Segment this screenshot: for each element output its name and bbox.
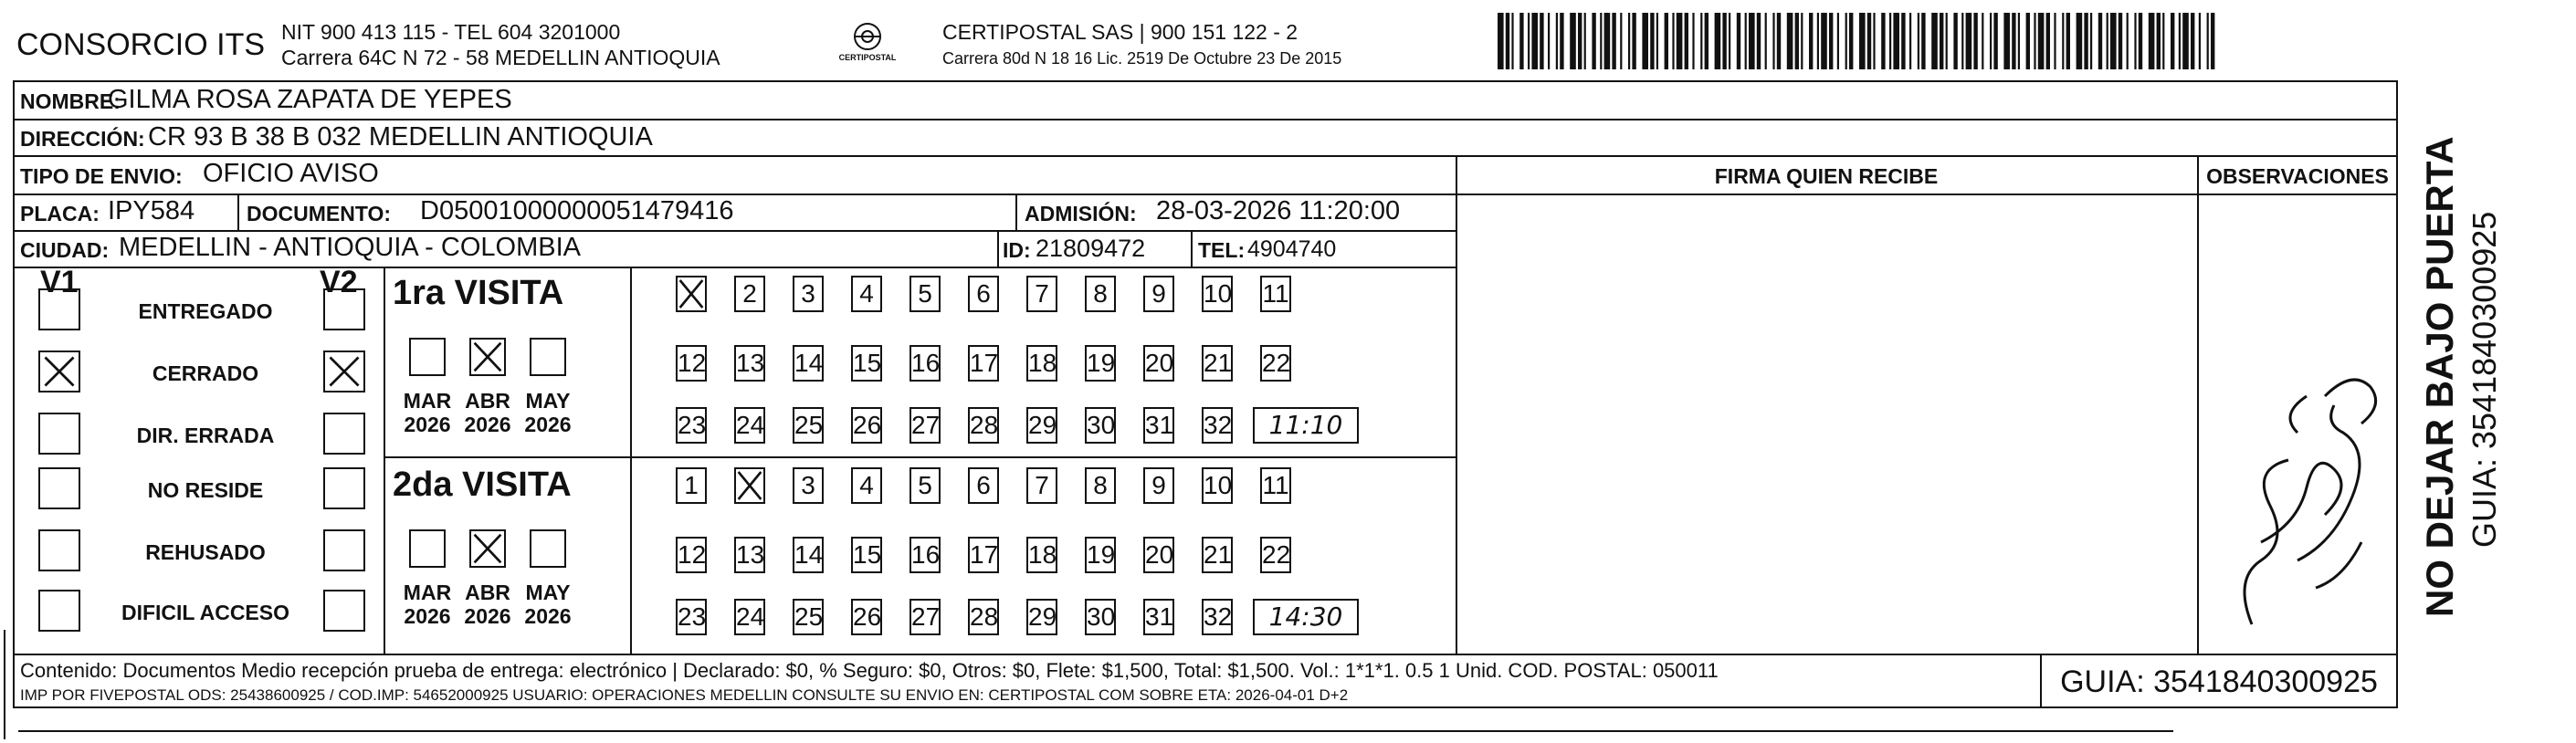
barcode-bar: [1961, 13, 1963, 69]
barcode-bar: [1612, 13, 1615, 69]
placa-value: IPY584: [108, 196, 195, 225]
barcode-bar: [1757, 13, 1761, 69]
day-box[interactable]: 8: [1085, 276, 1116, 312]
barcode-bar: [1578, 13, 1582, 69]
barcode-bar: [1531, 13, 1538, 69]
barcode-bar: [2107, 13, 2108, 69]
day-box[interactable]: 8: [1085, 467, 1116, 504]
ciudad-value: MEDELLIN - ANTIOQUIA - COLOMBIA: [119, 233, 581, 262]
barcode-bar: [1787, 13, 1793, 69]
barcode-bar: [1685, 13, 1688, 69]
v2-checkbox[interactable]: [323, 467, 365, 509]
barcode-bar: [1931, 13, 1938, 69]
barcode-bar: [1821, 13, 1827, 69]
day-box[interactable]: 21: [1202, 537, 1233, 573]
day-box[interactable]: 29: [1026, 599, 1057, 635]
barcode-bar: [1909, 13, 1911, 69]
barcode-bar: [1809, 13, 1813, 69]
day-box[interactable]: 14: [793, 345, 824, 382]
barcode-bar: [2207, 13, 2209, 69]
day-box[interactable]: 15: [851, 345, 882, 382]
barcode-bar: [1881, 13, 1885, 69]
barcode-bar: [1722, 13, 1726, 69]
month-checkbox[interactable]: [530, 338, 566, 376]
barcode-bar: [1584, 13, 1586, 69]
day-box[interactable]: 7: [1026, 276, 1057, 312]
documento-value: D05001000000051479416: [420, 196, 734, 225]
status-label: DIR. ERRADA: [136, 424, 275, 447]
day-box[interactable]: 23: [676, 599, 707, 635]
month-checkbox[interactable]: [409, 529, 446, 568]
side-guia: GUIA: 3541840300925: [2466, 211, 2503, 548]
barcode-bar: [2003, 13, 2010, 69]
barcode-bar: [1665, 13, 1668, 69]
barcode-bar: [2134, 13, 2136, 69]
day-box[interactable]: 5: [909, 276, 941, 312]
admision-label: ADMISIÓN:: [1025, 202, 1137, 225]
barcode-bar: [1940, 13, 1943, 69]
barcode-bar: [2026, 13, 2030, 69]
day-box[interactable]: 6: [968, 467, 999, 504]
barcode-bar: [2199, 13, 2201, 69]
day-box[interactable]: 16: [909, 537, 941, 573]
barcode-bar: [1620, 13, 1622, 69]
month-label: [400, 581, 455, 628]
logo-text: CERTIPOSTAL: [838, 53, 897, 62]
nombre-value: GILMA ROSA ZAPATA DE YEPES: [108, 85, 512, 114]
v2-label: V2: [320, 265, 358, 299]
barcode-bar: [2038, 13, 2045, 69]
visit-time: 11:10: [1253, 407, 1359, 444]
month-year: 2026: [404, 413, 451, 436]
documento-label: DOCUMENTO:: [247, 202, 392, 225]
firma-header: FIRMA QUIEN RECIBE: [1714, 164, 1939, 188]
day-box[interactable]: 3: [793, 276, 824, 312]
barcode-bar: [2046, 13, 2050, 69]
v1-label: V1: [40, 265, 79, 299]
day-box[interactable]: 18: [1026, 537, 1057, 573]
month-year: 2026: [464, 413, 511, 436]
day-box[interactable]: 9: [1143, 276, 1174, 312]
barcode-bar: [2077, 13, 2083, 69]
barcode-bar: [1592, 13, 1595, 69]
placa-label: PLACA:: [20, 202, 100, 225]
v2-checkbox[interactable]: [323, 351, 365, 392]
barcode-bar: [1918, 13, 1919, 69]
day-box[interactable]: 11: [1260, 276, 1291, 312]
barcode-bar: [2098, 13, 2102, 69]
company-line-1: NIT 900 413 115 - TEL 604 3201000: [281, 20, 621, 44]
courier-line-2: Carrera 80d N 18 16 Lic. 2519 De Octubre 23 De 2015: [942, 49, 1342, 68]
month-year: 2026: [524, 604, 572, 628]
barcode-bar: [1715, 13, 1721, 69]
barcode-bar: [1650, 13, 1654, 69]
day-box[interactable]: 27: [909, 599, 941, 635]
barcode-bar: [1672, 13, 1674, 69]
v2-checkbox[interactable]: [323, 288, 365, 330]
day-box[interactable]: 10: [1202, 467, 1233, 504]
barcode-bar: [1560, 13, 1563, 69]
barcode-bar: [1990, 13, 1992, 69]
barcode-bar: [2179, 13, 2181, 69]
visit-title: 1ra VISITA: [393, 274, 564, 312]
day-box[interactable]: 7: [1026, 467, 1057, 504]
side-no-dejar: NO DEJAR BAJO PUERTA: [2418, 136, 2461, 617]
barcode-bar: [2162, 13, 2164, 69]
v2-checkbox[interactable]: [323, 590, 365, 632]
month-label: [520, 389, 575, 436]
day-box[interactable]: 12: [676, 537, 707, 573]
barcode-bar: [1705, 13, 1709, 69]
barcode-bar: [1548, 13, 1550, 69]
month-year: 2026: [464, 604, 511, 628]
day-box[interactable]: 31: [1143, 599, 1174, 635]
barcode-bar: [1889, 13, 1891, 69]
barcode-bar: [1966, 13, 1972, 69]
barcode-bar: [2139, 13, 2142, 69]
barcode-bar: [1873, 13, 1875, 69]
v1-checkbox[interactable]: [38, 590, 80, 632]
barcode-bar: [2110, 13, 2117, 69]
v1-checkbox[interactable]: [38, 529, 80, 571]
barcode-bar: [1604, 13, 1611, 69]
tel-label: TEL:: [1198, 238, 1246, 262]
barcode-bar: [2084, 13, 2087, 69]
barcode-bar: [1777, 13, 1781, 69]
tipo-envio-label: TIPO DE ENVIO:: [20, 164, 183, 188]
day-box[interactable]: 28: [968, 599, 999, 635]
day-box[interactable]: 23: [676, 407, 707, 444]
day-box[interactable]: 17: [968, 537, 999, 573]
barcode-bar: [1817, 13, 1819, 69]
barcode-bar: [1849, 13, 1853, 69]
barcode-bar: [2119, 13, 2122, 69]
barcode-bar: [1772, 13, 1774, 69]
month-label: [460, 581, 515, 628]
day-box[interactable]: 14: [793, 537, 824, 573]
barcode-bar: [2054, 13, 2056, 69]
status-label: REHUSADO: [145, 540, 266, 564]
barcode-bar: [1901, 13, 1905, 69]
day-box[interactable]: 31: [1143, 407, 1174, 444]
barcode-bar: [2211, 13, 2214, 69]
day-box[interactable]: 20: [1143, 537, 1174, 573]
barcode-bar: [1632, 13, 1635, 69]
day-box[interactable]: 15: [851, 537, 882, 573]
barcode-bar: [1556, 13, 1558, 69]
day-box[interactable]: 26: [851, 407, 882, 444]
day-box[interactable]: 30: [1085, 599, 1116, 635]
barcode-bar: [1570, 13, 1576, 69]
month-name: ABR: [465, 389, 510, 413]
barcode-bar: [1795, 13, 1799, 69]
ciudad-label: CIUDAD:: [20, 238, 110, 262]
month-checkbox[interactable]: [409, 338, 446, 376]
day-box[interactable]: 9: [1143, 467, 1174, 504]
day-box[interactable]: 29: [1026, 407, 1057, 444]
barcode-bar: [2090, 13, 2092, 69]
v1-checkbox[interactable]: [38, 413, 80, 455]
direccion-value: CR 93 B 38 B 032 MEDELLIN ANTIOQUIA: [148, 122, 653, 152]
day-box[interactable]: 12: [676, 345, 707, 382]
barcode-bar: [1700, 13, 1702, 69]
barcode-bar: [1867, 13, 1871, 69]
day-box[interactable]: 24: [734, 599, 765, 635]
barcode-bar: [2018, 13, 2020, 69]
month-checkbox[interactable]: [469, 338, 506, 376]
observation-handwriting: [2197, 195, 2398, 654]
barcode-bar: [1628, 13, 1630, 69]
id-label: ID:: [1003, 238, 1031, 262]
barcode-bar: [1893, 13, 1899, 69]
barcode-bar: [1511, 13, 1513, 69]
day-box[interactable]: 30: [1085, 407, 1116, 444]
day-box[interactable]: 19: [1085, 345, 1116, 382]
id-value: 21809472: [1036, 235, 1146, 262]
day-box[interactable]: 3: [793, 467, 824, 504]
day-box[interactable]: 1: [676, 467, 707, 504]
day-box[interactable]: 4: [851, 276, 882, 312]
status-label: ENTREGADO: [138, 299, 273, 323]
barcode-bar: [1845, 13, 1847, 69]
month-year: 2026: [404, 604, 451, 628]
barcode-bar: [1859, 13, 1866, 69]
barcode-bar: [2149, 13, 2155, 69]
day-box[interactable]: 28: [968, 407, 999, 444]
nombre-label: NOMBRE:: [20, 89, 121, 113]
day-box[interactable]: 20: [1143, 345, 1174, 382]
barcode-bar: [2157, 13, 2161, 69]
day-box[interactable]: [734, 467, 765, 504]
barcode-bar: [2066, 13, 2070, 69]
day-box[interactable]: 32: [1202, 599, 1233, 635]
day-box[interactable]: 13: [734, 537, 765, 573]
barcode-bar: [2171, 13, 2174, 69]
month-label: [520, 581, 575, 628]
barcode-bar: [1506, 13, 1509, 69]
day-box[interactable]: [676, 276, 707, 312]
month-year: 2026: [524, 413, 572, 436]
barcode-bar: [1745, 13, 1747, 69]
day-box[interactable]: 17: [968, 345, 999, 382]
barcode-bar: [1801, 13, 1803, 69]
status-label: DIFICIL ACCESO: [121, 601, 289, 624]
barcode-bar: [1749, 13, 1755, 69]
footer-content-line: Contenido: Documentos Medio recepción prueba de entrega: electrónico | Declarado: $0, % Seguro: $0, Otros: $0, Flete: $1,500, Total: $1,500. Vol.: 1*1*1. 0.5 1 Unid. COD. POSTAL: 050011: [20, 659, 1719, 682]
footer-guia: GUIA: 3541840300925: [2060, 665, 2378, 699]
barcode-bar: [1528, 13, 1530, 69]
visit-time: 14:30: [1253, 599, 1359, 635]
day-box[interactable]: 11: [1260, 467, 1291, 504]
month-checkbox[interactable]: [469, 529, 506, 568]
barcode-bar: [1540, 13, 1543, 69]
direccion-label: DIRECCIÓN:: [20, 127, 145, 151]
observaciones-header: OBSERVACIONES: [2206, 164, 2389, 188]
barcode-bar: [1692, 13, 1694, 69]
v2-checkbox[interactable]: [323, 413, 365, 455]
v1-checkbox[interactable]: [38, 288, 80, 330]
day-box[interactable]: 21: [1202, 345, 1233, 382]
day-box[interactable]: 4: [851, 467, 882, 504]
day-box[interactable]: 25: [793, 599, 824, 635]
month-label: [400, 389, 455, 436]
barcode-bar: [1519, 13, 1523, 69]
v1-checkbox[interactable]: [38, 351, 80, 392]
barcode-bar: [1921, 13, 1925, 69]
day-box[interactable]: 32: [1202, 407, 1233, 444]
day-box[interactable]: 24: [734, 407, 765, 444]
barcode-bar: [1829, 13, 1833, 69]
barcode-bar: [1982, 13, 1983, 69]
barcode-bar: [2034, 13, 2035, 69]
barcode-bar: [1946, 13, 1948, 69]
day-box[interactable]: 26: [851, 599, 882, 635]
day-box[interactable]: 18: [1026, 345, 1057, 382]
v1-checkbox[interactable]: [38, 467, 80, 509]
barcode-bar: [1993, 13, 1997, 69]
tel-value: 4904740: [1247, 236, 1337, 262]
day-box[interactable]: 10: [1202, 276, 1233, 312]
barcode-bar: [1737, 13, 1740, 69]
barcode-bar: [2127, 13, 2129, 69]
month-name: MAR: [403, 389, 452, 413]
barcode-bar: [1953, 13, 1957, 69]
month-name: MAR: [403, 581, 452, 604]
barcode-bar: [2191, 13, 2194, 69]
footer-print-line: IMP POR FIVEPOSTAL ODS: 25438600925 / COD.IMP: 54652000925 USUARIO: OPERACIONES MEDELLIN CONSULTE SU ENVIO EN: CERTIPOSTAL COM SOBRE ETA: 2026-04-01 D+2: [20, 686, 1349, 704]
day-box[interactable]: 5: [909, 467, 941, 504]
tipo-envio-value: OFICIO AVISO: [203, 159, 379, 188]
barcode: [1498, 13, 2219, 69]
day-box[interactable]: 19: [1085, 537, 1116, 573]
courier-line-1: CERTIPOSTAL SAS | 900 151 122 - 2: [942, 20, 1299, 44]
day-box[interactable]: 22: [1260, 537, 1291, 573]
day-box[interactable]: 6: [968, 276, 999, 312]
company-name: CONSORCIO ITS: [16, 27, 266, 62]
month-name: MAY: [525, 389, 571, 413]
v2-checkbox[interactable]: [323, 529, 365, 571]
visit-title: 2da VISITA: [393, 466, 572, 504]
month-name: ABR: [465, 581, 510, 604]
company-line-2: Carrera 64C N 72 - 58 MEDELLIN ANTIOQUIA: [281, 46, 720, 69]
barcode-bar: [1973, 13, 1977, 69]
barcode-bar: [1677, 13, 1683, 69]
barcode-bar: [2012, 13, 2015, 69]
barcode-bar: [1498, 13, 1504, 69]
day-box[interactable]: 13: [734, 345, 765, 382]
status-label: CERRADO: [152, 361, 259, 385]
day-box[interactable]: 16: [909, 345, 941, 382]
day-box[interactable]: 2: [734, 276, 765, 312]
day-box[interactable]: 25: [793, 407, 824, 444]
barcode-bar: [1600, 13, 1602, 69]
barcode-bar: [1729, 13, 1730, 69]
month-name: MAY: [525, 581, 571, 604]
barcode-bar: [2182, 13, 2189, 69]
status-label: NO RESIDE: [147, 478, 264, 502]
day-box[interactable]: 27: [909, 407, 941, 444]
barcode-bar: [1642, 13, 1648, 69]
barcode-bar: [1765, 13, 1767, 69]
barcode-bar: [1837, 13, 1839, 69]
barcode-bar: [1656, 13, 1658, 69]
day-box[interactable]: 22: [1260, 345, 1291, 382]
month-checkbox[interactable]: [530, 529, 566, 568]
barcode-bar: [2062, 13, 2064, 69]
admision-value: 28-03-2026 11:20:00: [1156, 196, 1401, 225]
certipostal-logo: [840, 20, 895, 68]
month-label: [460, 389, 515, 436]
